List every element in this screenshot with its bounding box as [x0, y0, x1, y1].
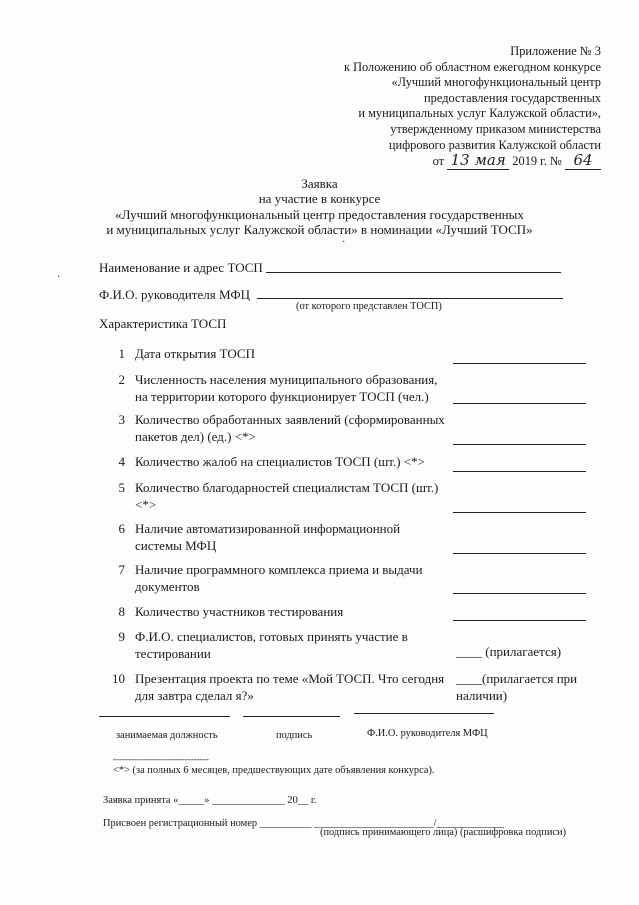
head-fio-note: (от которого представлен ТОСП): [296, 301, 442, 312]
accepted-line: Заявка принята «_____» ______________ 20__ г.: [103, 795, 317, 806]
row-number: 10: [112, 671, 125, 686]
footnote-separator: --------------------------------: [113, 754, 209, 764]
row-number: 2: [118, 372, 125, 387]
appendix-line: предоставления государственных: [424, 90, 601, 105]
row-number: 6: [118, 521, 125, 536]
row-number: 5: [118, 480, 125, 495]
row-answer-field[interactable]: [453, 593, 586, 594]
document-heading: [0, 176, 639, 238]
row-answer-field[interactable]: [453, 444, 586, 445]
appendix-line: и муниципальных услуг Калужской области»,: [358, 106, 601, 121]
name-address-field[interactable]: [266, 272, 561, 273]
appendix-line: «Лучший многофункциональный центр: [391, 75, 601, 90]
row-answer-field[interactable]: [453, 620, 586, 621]
characteristics-label: Характеристика ТОСП: [99, 316, 227, 331]
appendix-block: [344, 44, 601, 170]
row-number: 8: [118, 604, 125, 619]
head-fio-signature-line[interactable]: [354, 713, 494, 714]
position-signature-line[interactable]: [99, 716, 230, 717]
row-number: 3: [118, 412, 125, 427]
handwritten-number: 64: [565, 153, 601, 170]
date-prefix: от: [432, 154, 445, 169]
head-fio-field[interactable]: [257, 298, 563, 299]
row-number: 1: [118, 346, 125, 361]
row-text: Количество обработанных заявлений (сформированных пакетов дел) (ед.) <*>: [135, 412, 445, 444]
heading-line: и муниципальных услуг Калужской области» в номинации «Лучший ТОСП»: [106, 222, 533, 238]
appendix-date-line: [344, 153, 601, 170]
row-answer-text: ____ (прилагается): [456, 644, 562, 659]
row-number: 4: [118, 454, 125, 469]
row-text: Ф.И.О. специалистов, готовых принять участие в тестировании: [135, 629, 408, 661]
appendix-line: утвержденному приказом министерства: [390, 121, 601, 136]
appendix-line: к Положению об областном ежегодном конкурсе: [343, 59, 601, 74]
row-text: Количество участников тестирования: [135, 604, 344, 619]
row-number: 7: [118, 562, 125, 577]
row-text: Количество жалоб на специалистов ТОСП (шт.) <*>: [135, 454, 425, 469]
row-text: Презентация проекта по теме «Мой ТОСП. Что сегодня для завтра сделал я?»: [135, 671, 445, 703]
date-year: 2019 г. №: [512, 154, 562, 169]
row-number: 9: [118, 629, 125, 644]
row-text: Наличие автоматизированной информационной системы МФЦ: [135, 521, 401, 553]
row-answer-field[interactable]: [453, 363, 586, 364]
signature-line[interactable]: [243, 716, 340, 717]
registration-caption: (подпись принимающего лица) (расшифровка подписи): [320, 827, 567, 838]
footnote-text: <*> (за полных 6 месяцев, предшествующих дате объявления конкурса).: [113, 765, 435, 776]
name-address-label: Наименование и адрес ТОСП: [99, 260, 263, 275]
row-text: Количество благодарностей специалистам ТОСП (шт.) <*>: [135, 480, 439, 512]
appendix-line: Приложение № 3: [510, 44, 601, 58]
stray-mark: ·: [57, 272, 61, 283]
row-answer-field[interactable]: [453, 403, 586, 404]
head-fio-label: Ф.И.О. руководителя МФЦ: [99, 287, 250, 302]
registration-line: Присвоен регистрационный номер __________ _______________________/_____________: [103, 818, 505, 829]
appendix-line: цифрового развития Калужской области: [388, 137, 601, 152]
position-caption: занимаемая должность: [116, 730, 218, 741]
row-answer-field[interactable]: [453, 471, 586, 472]
document-title: Заявка: [301, 176, 338, 191]
handwritten-date: 13 мая: [447, 153, 509, 170]
signature-caption: подпись: [276, 730, 313, 741]
row-answer-field[interactable]: [453, 512, 586, 513]
head-fio-caption: Ф.И.О. руководителя МФЦ: [367, 728, 488, 739]
row-answer-field[interactable]: [453, 553, 586, 554]
heading-line: «Лучший многофункциональный центр предоставления государственных: [115, 206, 524, 222]
stray-mark: ·: [342, 237, 346, 248]
row-text: Численность населения муниципального образования, на территории которого функционирует ТОСП (чел.): [135, 372, 438, 404]
row-text: Наличие программного комплекса приема и выдачи документов: [135, 562, 423, 594]
row-answer-text: ____(прилагается при наличии): [456, 671, 578, 703]
heading-line: на участие в конкурсе: [258, 191, 381, 207]
row-text: Дата открытия ТОСП: [135, 346, 255, 361]
